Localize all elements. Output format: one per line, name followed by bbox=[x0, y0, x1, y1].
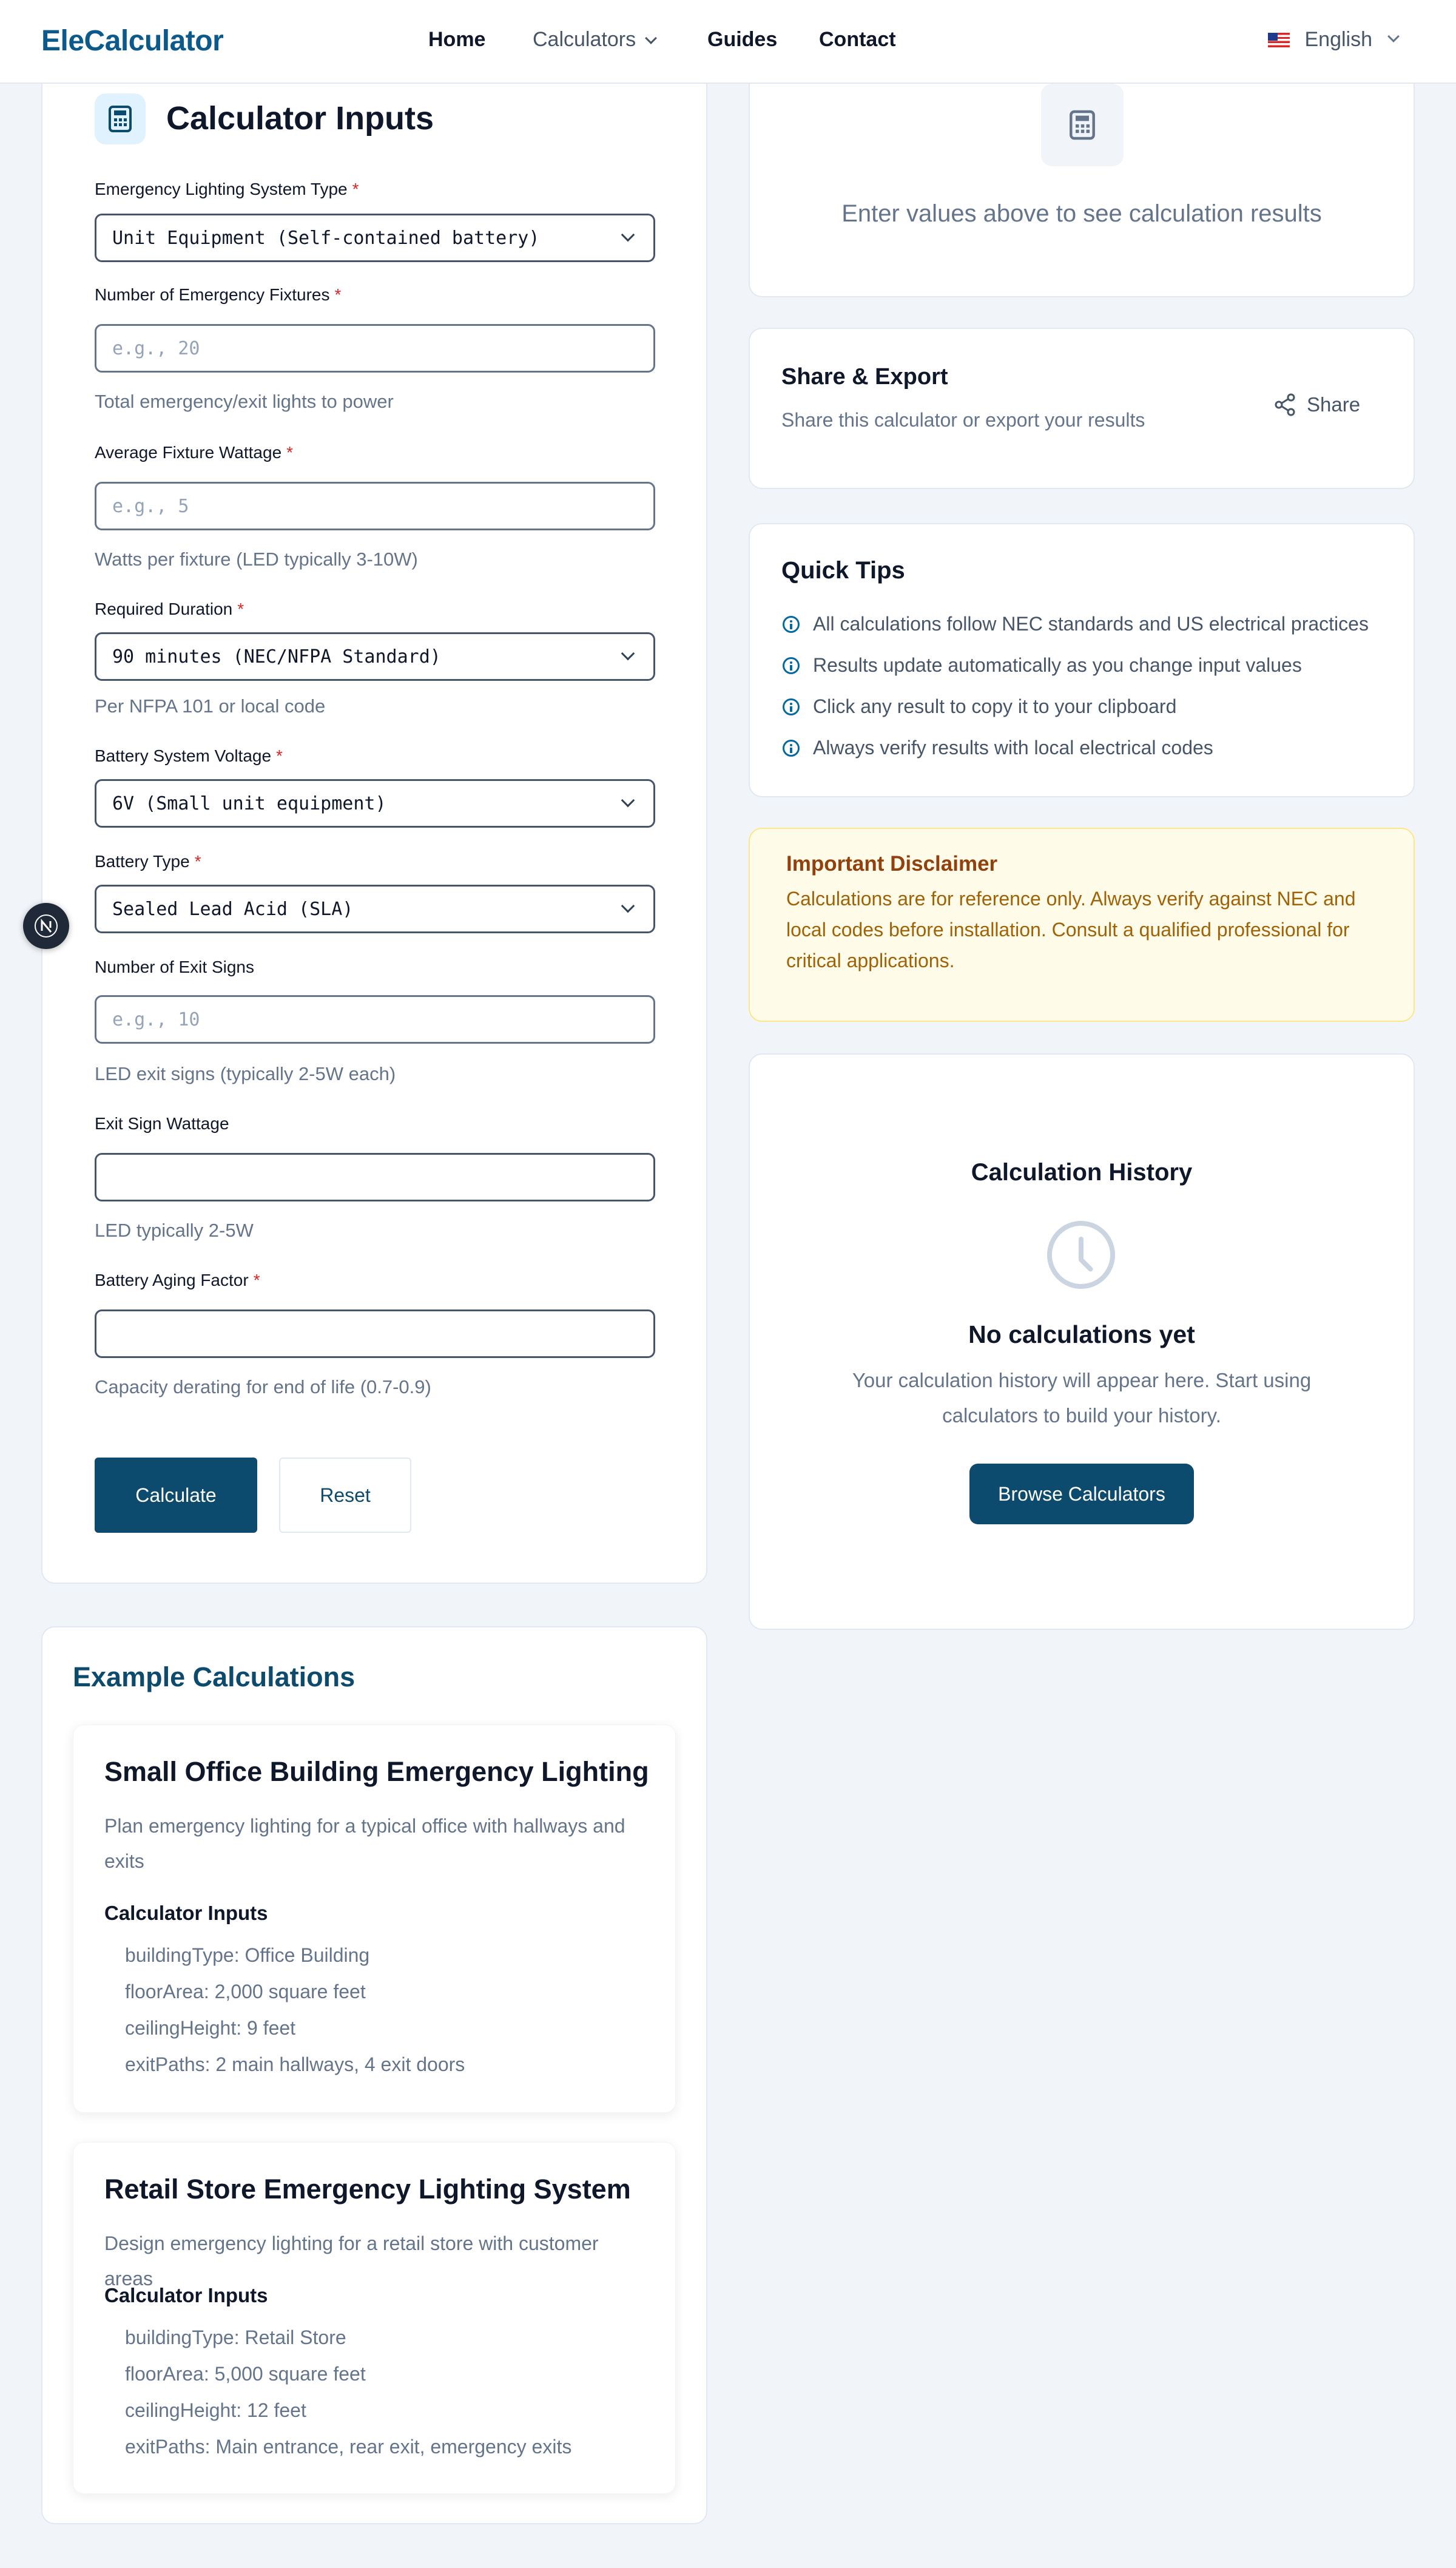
chevron-down-icon bbox=[621, 647, 635, 661]
system-type-select[interactable] bbox=[95, 214, 655, 262]
battery-type-select[interactable] bbox=[95, 885, 655, 933]
calculate-button[interactable]: Calculate bbox=[95, 1458, 257, 1533]
quick-tips-title: Quick Tips bbox=[781, 557, 905, 584]
voltage-value: 6V (Small unit equipment) bbox=[112, 792, 386, 814]
share-button-label: Share bbox=[1307, 393, 1361, 416]
battery-type-label-text: Battery Type bbox=[95, 852, 190, 871]
system-type-label bbox=[95, 180, 359, 199]
fixtures-label-text: Number of Emergency Fixtures bbox=[95, 285, 330, 304]
exit-signs-label bbox=[95, 958, 254, 977]
aging-label-text: Battery Aging Factor bbox=[95, 1271, 249, 1289]
calculator-title: Calculator Inputs bbox=[166, 100, 434, 137]
system-type-label-text: Emergency Lighting System Type bbox=[95, 180, 348, 198]
example-input-line: exitPaths: 2 main hallways, 4 exit doors bbox=[125, 2053, 465, 2075]
duration-value: 90 minutes (NEC/NFPA Standard) bbox=[112, 646, 441, 667]
exit-wattage-input[interactable] bbox=[95, 1153, 655, 1201]
chevron-down-icon bbox=[1387, 30, 1400, 42]
tip-item bbox=[783, 695, 1176, 718]
required-marker: * bbox=[276, 746, 283, 765]
example-title: Small Office Building Emergency Lighting bbox=[104, 1756, 649, 1787]
required-marker: * bbox=[334, 285, 342, 304]
nav-calculators[interactable] bbox=[533, 28, 655, 52]
nav-home[interactable]: Home bbox=[428, 28, 486, 51]
example-input-line: floorArea: 5,000 square feet bbox=[125, 2363, 366, 2385]
system-type-value: Unit Equipment (Self-contained battery) bbox=[112, 227, 540, 249]
share-button[interactable] bbox=[1274, 393, 1360, 416]
share-icon bbox=[1274, 393, 1296, 416]
tip-item bbox=[783, 613, 1369, 635]
share-subtitle: Share this calculator or export your results bbox=[781, 409, 1145, 431]
example-input-line: buildingType: Office Building bbox=[125, 1944, 370, 1966]
required-marker: * bbox=[286, 443, 294, 462]
aging-label bbox=[95, 1271, 260, 1290]
nav-calculators-label: Calculators bbox=[533, 28, 636, 51]
chevron-down-icon bbox=[621, 794, 635, 808]
calculator-icon bbox=[1041, 84, 1124, 166]
info-icon bbox=[783, 740, 800, 757]
fixtures-hint: Total emergency/exit lights to power bbox=[95, 391, 394, 412]
wattage-label-text: Average Fixture Wattage bbox=[95, 443, 282, 462]
example-input-line: ceilingHeight: 12 feet bbox=[125, 2399, 306, 2421]
voltage-label-text: Battery System Voltage bbox=[95, 746, 272, 765]
example-input-line: buildingType: Retail Store bbox=[125, 2326, 346, 2348]
aging-input[interactable] bbox=[95, 1309, 655, 1358]
tip-item bbox=[783, 654, 1302, 677]
exit-signs-hint: LED exit signs (typically 2-5W each) bbox=[95, 1063, 396, 1084]
example-input-line: floorArea: 2,000 square feet bbox=[125, 1981, 366, 2002]
tip-text: Results update automatically as you change input values bbox=[813, 654, 1302, 676]
info-icon bbox=[783, 657, 800, 674]
fixtures-label bbox=[95, 285, 341, 305]
example-inputs-heading: Calculator Inputs bbox=[104, 1902, 268, 1924]
exit-signs-input[interactable] bbox=[95, 995, 655, 1044]
exit-wattage-label bbox=[95, 1114, 229, 1134]
example-input-line: exitPaths: Main entrance, rear exit, emergency exits bbox=[125, 2436, 572, 2458]
clock-icon bbox=[1047, 1221, 1115, 1289]
history-title: Calculation History bbox=[971, 1159, 1193, 1186]
history-empty-title: No calculations yet bbox=[968, 1320, 1195, 1348]
info-icon bbox=[783, 616, 800, 633]
battery-type-value: Sealed Lead Acid (SLA) bbox=[112, 898, 354, 920]
duration-label bbox=[95, 600, 244, 619]
language-label: English bbox=[1304, 28, 1372, 51]
nav-contact[interactable]: Contact bbox=[819, 28, 896, 51]
next-js-badge[interactable] bbox=[23, 903, 69, 949]
reset-button[interactable]: Reset bbox=[279, 1458, 411, 1533]
info-icon bbox=[783, 698, 800, 715]
share-title: Share & Export bbox=[781, 364, 948, 390]
exit-wattage-label-text: Exit Sign Wattage bbox=[95, 1114, 229, 1133]
wattage-placeholder: e.g., 5 bbox=[112, 495, 189, 517]
required-marker: * bbox=[194, 852, 201, 871]
calculator-icon bbox=[95, 93, 146, 144]
required-marker: * bbox=[237, 600, 244, 618]
site-header bbox=[0, 0, 1456, 84]
example-description: Plan emergency lighting for a typical office with hallways and exits bbox=[104, 1815, 625, 1872]
n-logo-icon bbox=[35, 914, 58, 938]
browse-calculators-button[interactable]: Browse Calculators bbox=[969, 1464, 1194, 1524]
battery-type-label bbox=[95, 852, 201, 871]
exit-signs-placeholder: e.g., 10 bbox=[112, 1009, 200, 1030]
wattage-hint: Watts per fixture (LED typically 3-10W) bbox=[95, 549, 418, 570]
aging-hint: Capacity derating for end of life (0.7-0.9) bbox=[95, 1376, 431, 1397]
examples-heading: Example Calculations bbox=[73, 1661, 356, 1692]
example-description: Design emergency lighting for a retail store with customer areas bbox=[104, 2232, 599, 2289]
duration-hint: Per NFPA 101 or local code bbox=[95, 695, 326, 717]
tip-text: Always verify results with local electrical codes bbox=[813, 737, 1213, 759]
site-logo[interactable]: EleCalculator bbox=[41, 25, 224, 57]
duration-select[interactable] bbox=[95, 632, 655, 681]
nav-guides[interactable]: Guides bbox=[707, 28, 778, 51]
example-input-line: ceilingHeight: 9 feet bbox=[125, 2017, 296, 2039]
tip-text: Click any result to copy it to your clipboard bbox=[813, 695, 1177, 717]
duration-label-text: Required Duration bbox=[95, 600, 233, 618]
fixtures-input[interactable] bbox=[95, 324, 655, 373]
disclaimer-title: Important Disclaimer bbox=[786, 852, 998, 876]
us-flag-icon bbox=[1268, 33, 1290, 47]
chevron-down-icon bbox=[645, 32, 657, 44]
disclaimer-text: Calculations are for reference only. Always verify against NEC and local codes before installation. Consult a qualified professional for critical applications. bbox=[786, 888, 1356, 971]
example-title: Retail Store Emergency Lighting System bbox=[104, 2174, 631, 2205]
chevron-down-icon bbox=[621, 228, 635, 242]
voltage-select[interactable] bbox=[95, 779, 655, 828]
required-marker: * bbox=[253, 1271, 260, 1289]
required-marker: * bbox=[352, 180, 359, 198]
results-empty-text: Enter values above to see calculation results bbox=[841, 200, 1322, 227]
exit-wattage-hint: LED typically 2-5W bbox=[95, 1220, 254, 1241]
exit-signs-label-text: Number of Exit Signs bbox=[95, 958, 254, 976]
example-inputs-heading: Calculator Inputs bbox=[104, 2284, 268, 2306]
language-selector[interactable] bbox=[1268, 28, 1398, 52]
voltage-label bbox=[95, 746, 283, 766]
tip-item bbox=[783, 737, 1213, 759]
wattage-label bbox=[95, 443, 293, 462]
fixtures-placeholder: e.g., 20 bbox=[112, 337, 200, 359]
wattage-input[interactable] bbox=[95, 482, 655, 530]
chevron-down-icon bbox=[621, 899, 635, 913]
history-empty-text: Your calculation history will appear here. Start using calculators to build your history. bbox=[852, 1369, 1312, 1427]
tip-text: All calculations follow NEC standards and US electrical practices bbox=[813, 613, 1369, 635]
